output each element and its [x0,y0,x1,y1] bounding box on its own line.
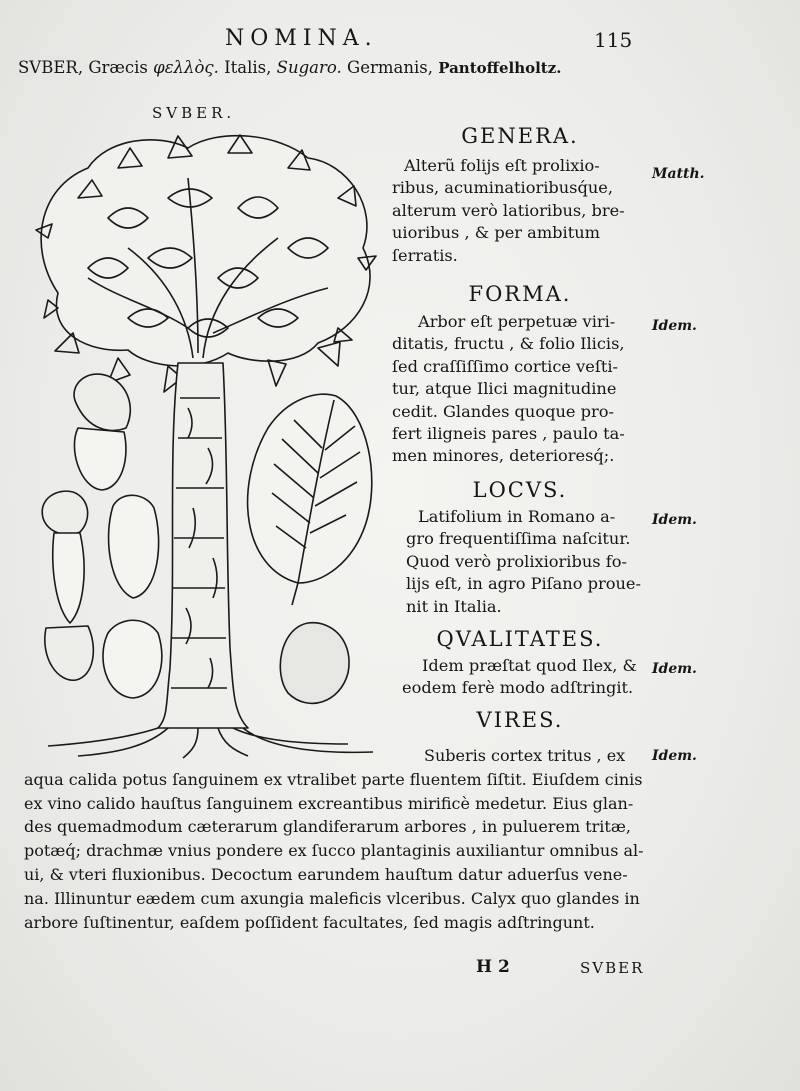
text-line: lijs eſt, in agro Piſano proue- [406,574,641,594]
text-line: uioribus , & per ambitum [392,223,600,243]
text-line: Quod verò prolixioribus fo- [406,551,627,571]
signature-mark: H 2 [476,957,510,977]
name-italian: Sugaro. [276,58,342,77]
text-line: ribus, acuminatioribusq́ue, [392,178,613,198]
text-line: arbore ſuſtinentur, eaſdem poſſident facultates, ſed magis adſtringunt. [24,912,595,932]
leaf-drawing [248,394,372,605]
text-line: fert iligneis pares , paulo ta- [392,424,625,444]
paragraph-qualitates [392,655,650,700]
text-line: men minores, deterioresq́;. [392,446,615,466]
text-line: cedit. Glandes quoque pro- [392,401,614,421]
label-italis: Italis, [224,58,272,77]
name-greek: φελλὸς. [153,58,219,77]
text-line: ſed craſſiſſimo cortice veſti- [392,356,618,376]
name-suber: SVBER, [18,58,84,77]
heading-locus: LOCVS. [472,478,568,502]
text-line: eodem ferè modo adſtringit. [402,678,634,698]
running-title: NOMINA. [225,26,378,51]
heading-forma: FORMA. [468,282,572,306]
text-line: ditatis, fructu , & folio Ilicis, [392,334,625,354]
text-line: ui, & vteri fluxionibus. Decoctum earundem hauſtum datur aduerſus vene- [24,864,628,884]
text-line: na. Illinuntur eædem cum axungia maleficis vlceribus. Calyx quo glandes in [24,888,640,908]
page-number: 115 [594,28,633,52]
text-line: nit in Italia. [406,596,502,616]
text-line: ex vino calido hauſtus ſanguinem excreantibus mirificè medetur. Eius glan- [24,793,634,813]
text-line: Alterũ folijs eſt prolixio- [404,156,600,175]
paragraph-vires [24,744,664,934]
marginal-note-forma: Idem. [652,318,697,334]
heading-genera: GENERA. [461,124,579,148]
heading-vires: VIRES. [476,708,564,732]
figure-caption: SVBER. [152,104,236,122]
text-line: tur, atque Ilici magnitudine [392,379,617,399]
heading-qualitates: QVALITATES. [436,627,604,651]
marginal-note-vires: Idem. [652,748,697,764]
cork-oak-woodcut [18,128,388,760]
text-line: potæq́; drachmæ vnius pondere ex ſucco plantaginis auxiliantur omnibus al- [24,841,644,861]
text-line: Arbor eſt perpetuæ viri- [418,312,616,331]
text-line: Suberis cortex tritus , ex [424,746,626,765]
tree-canopy [36,135,376,392]
text-line: Latifolium in Romano a- [418,507,616,526]
text-line: aqua calida potus ſanguinem ex vtralibet parte fluentem ſiſtit. Eiuſdem cinis [24,769,643,789]
marginal-note-genera: Matth. [652,166,705,182]
name-german: Pantoffelholtz. [438,59,562,77]
text-line: ſerratis. [392,245,458,265]
tree-trunk [158,363,248,728]
text-line: alterum verò latioribus, bre- [392,200,625,220]
text-line: gro frequentiſſima naſcitur. [406,529,631,549]
label-graecis: Græcis [88,58,148,77]
label-germanis: Germanis, [347,58,433,77]
marginal-note-locus: Idem. [652,512,697,528]
paragraph-genera [392,155,650,267]
text-line: des quemadmodum cæterarum glandiferarum arbores , in puluerem tritæ, [24,817,631,837]
paragraph-locus [392,506,650,618]
names-line [18,58,561,77]
paragraph-forma [392,311,650,468]
catchword: SVBER [580,959,645,977]
marginal-note-qualitates: Idem. [652,661,697,677]
text-line: Idem præſtat quod Ilex, & [422,656,637,675]
